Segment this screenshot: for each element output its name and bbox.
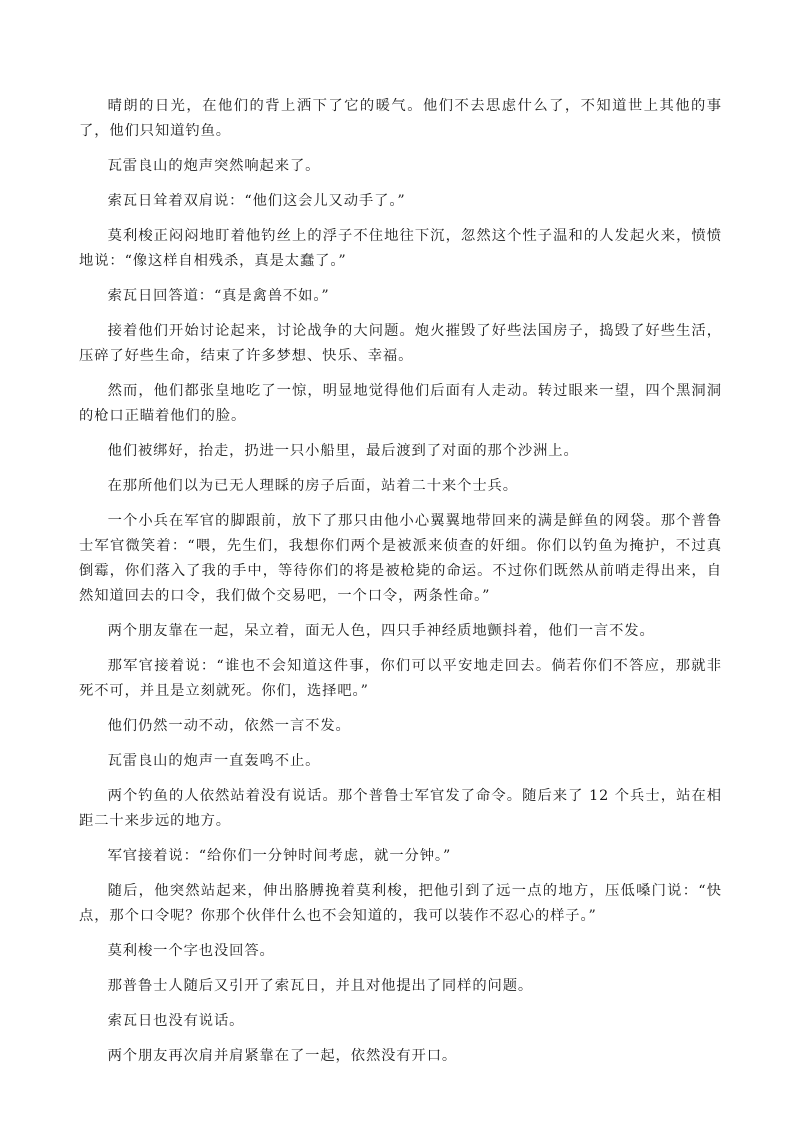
paragraph: 军官接着说：“给你们一分钟时间考虑，就一分钟。” [107,848,452,864]
paragraph: 那军官接着说：“谁也不会知道这件事，你们可以平安地走回去。倘若你们不答应，那就非死不可，并且是立刻就死。你们，选择吧。” [79,658,722,699]
paragraph: 莫利梭正闷闷地盯着他钓丝上的浮子不住地往下沉，忽然这个性子温和的人发起火来，愤愤地说：“像这样自相残杀，真是太蠢了。” [79,228,722,269]
paragraph: 然而，他们都张皇地吃了一惊，明显地觉得他们后面有人走动。转过眼来一望，四个黑洞洞的枪口正瞄着他们的脸。 [79,383,722,424]
paragraph: 他们仍然一动不动，依然一言不发。 [107,718,351,734]
paragraph: 在那所他们以为已无人理睬的房子后面，站着二十来个士兵。 [107,478,518,494]
paragraph: 瓦雷良山的炮声一直轰鸣不止。 [107,753,321,769]
paragraph: 索瓦日耸着双肩说：“他们这会儿又动手了。” [107,193,406,209]
paragraph: 一个小兵在军官的脚跟前，放下了那只由他小心翼翼地带回来的满是鲜鱼的网袋。那个普鲁士军官微笑着：“喂，先生们，我想你们两个是被派来侦查的奸细。你们以钓鱼为掩护，不过真倒霉，你们落入了我的手中，等待你们的将是被枪毙的命运。不过你们既然从前哨走得出来，自然知道回去的口令，我们做个交易吧，一个口令，两条性命。” [79,513,722,604]
paragraph: 索瓦日回答道：“真是禽兽不如。” [107,288,330,304]
paragraph: 两个朋友靠在一起，呆立着，面无人色，四只手神经质地颤抖着，他们一言不发。 [107,623,655,639]
paragraph: 随后，他突然站起来，伸出胳膊挽着莫利梭，把他引到了远一点的地方，压低嗓门说：“快点，那个口令呢？你那个伙伴什么也不会知道的，我可以装作不忍心的样子。” [79,883,722,924]
paragraph: 他们被绑好，抬走，扔进一只小船里，最后渡到了对面的那个沙洲上。 [107,443,579,459]
paragraph: 莫利梭一个字也没回答。 [107,943,275,959]
paragraph: 两个钓鱼的人依然站着没有说话。那个普鲁士军官发了命令。随后来了 12 个兵士，站在相距二十来步远的地方。 [79,788,722,829]
document-body [79,94,722,1079]
paragraph: 索瓦日也没有说话。 [107,1013,245,1029]
paragraph: 晴朗的日光，在他们的背上洒下了它的暖气。他们不去思虑什么了，不知道世上其他的事了，他们只知道钓鱼。 [79,98,722,139]
paragraph: 接着他们开始讨论起来，讨论战争的大问题。炮火摧毁了好些法国房子，捣毁了好些生活，压碎了好些生命，结束了许多梦想、快乐、幸福。 [79,323,722,364]
paragraph: 两个朋友再次肩并肩紧靠在了一起，依然没有开口。 [107,1048,458,1064]
paragraph: 那普鲁士人随后又引开了索瓦日，并且对他提出了同样的问题。 [107,978,534,994]
paragraph: 瓦雷良山的炮声突然响起来了。 [107,158,321,174]
